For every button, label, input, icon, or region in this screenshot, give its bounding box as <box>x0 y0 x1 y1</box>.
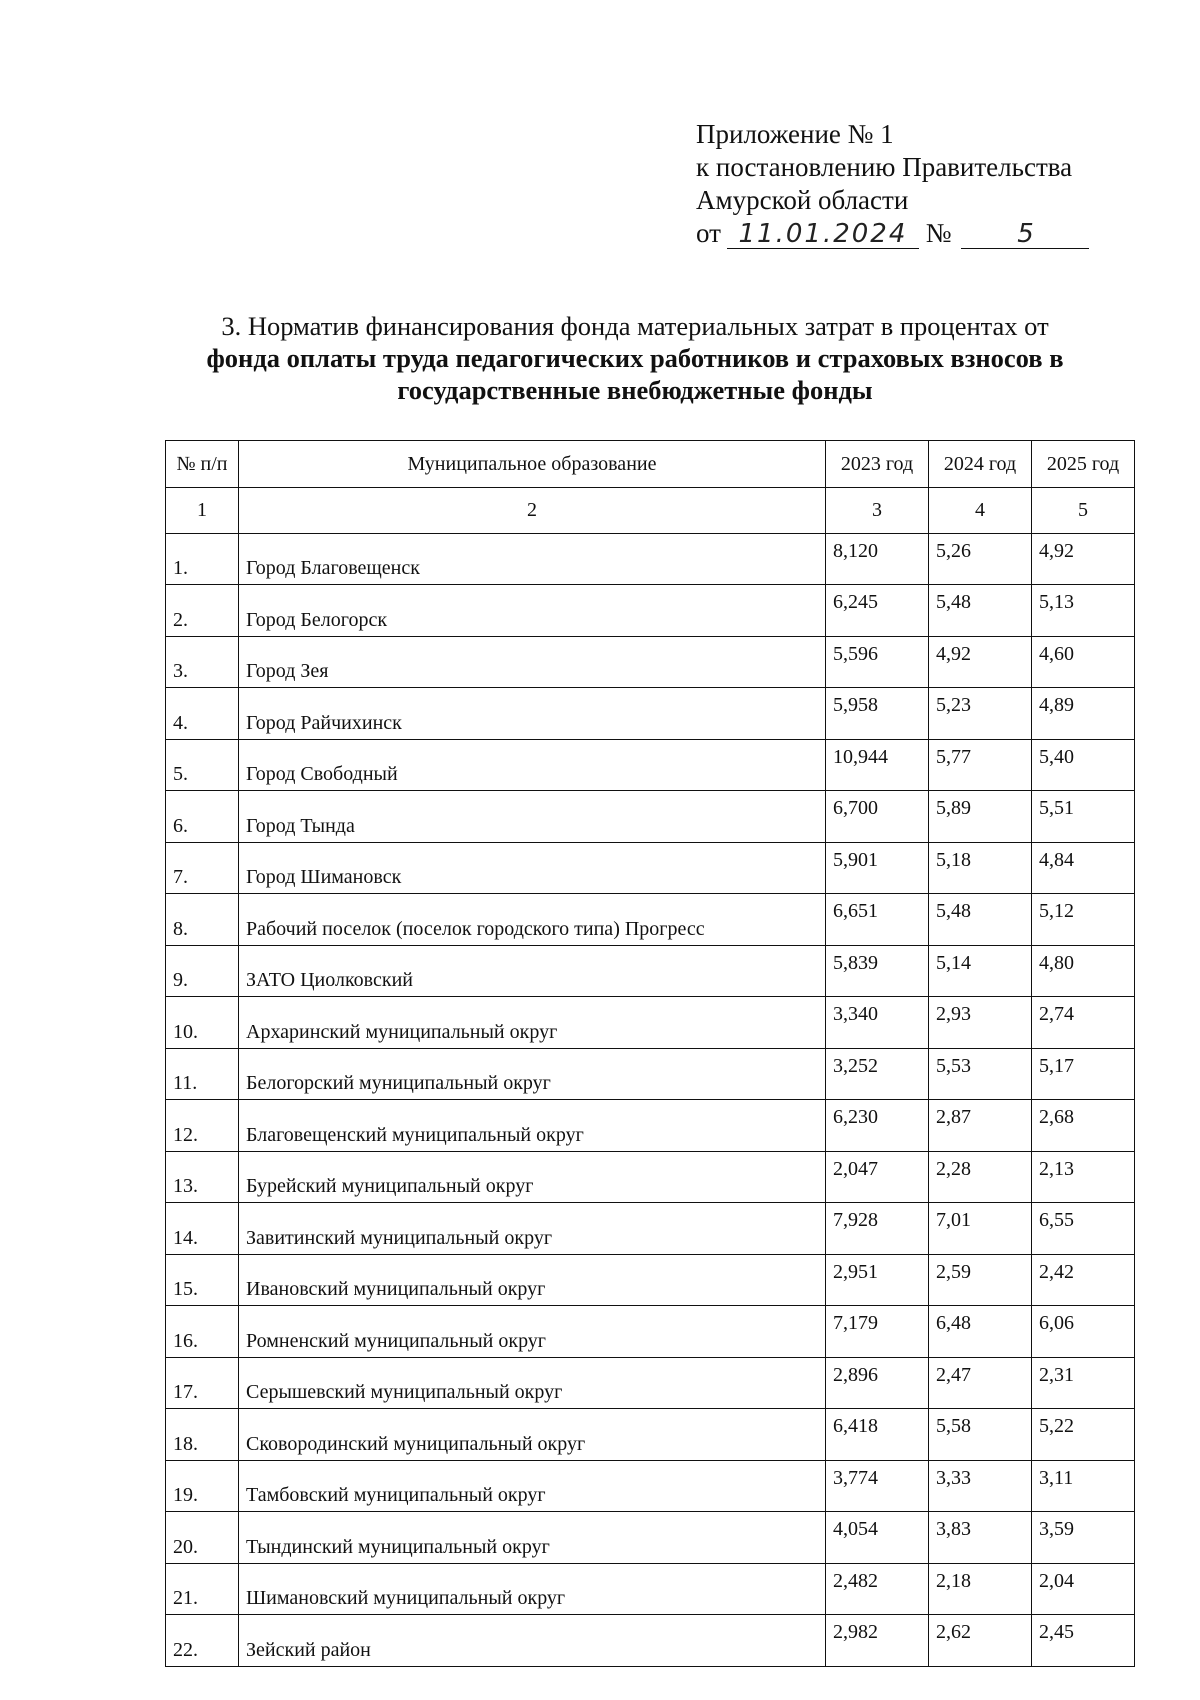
row-value-2025: 6,55 <box>1032 1203 1135 1255</box>
row-municipality: Ивановский муниципальный округ <box>239 1254 826 1306</box>
row-value-2023: 6,245 <box>826 585 929 637</box>
table-row <box>166 791 1135 843</box>
table-row <box>166 1048 1135 1100</box>
table-row <box>166 1357 1135 1409</box>
row-municipality: Рабочий поселок (поселок городского типа) Прогресс <box>239 894 826 946</box>
row-municipality: Завитинский муниципальный округ <box>239 1203 826 1255</box>
row-value-2024: 5,58 <box>929 1409 1032 1461</box>
row-index: 17. <box>166 1357 239 1409</box>
row-municipality: Город Тында <box>239 791 826 843</box>
row-value-2023: 2,482 <box>826 1563 929 1615</box>
row-value-2024: 2,47 <box>929 1357 1032 1409</box>
row-value-2024: 5,14 <box>929 945 1032 997</box>
title-line-3: государственные внебюджетные фонды <box>397 375 873 405</box>
row-municipality: Сковородинский муниципальный округ <box>239 1409 826 1461</box>
row-value-2023: 3,252 <box>826 1048 929 1100</box>
row-municipality: Шимановский муниципальный округ <box>239 1563 826 1615</box>
row-value-2025: 2,42 <box>1032 1254 1135 1306</box>
row-index: 1. <box>166 533 239 585</box>
row-municipality: Архаринский муниципальный округ <box>239 997 826 1049</box>
row-value-2024: 5,77 <box>929 739 1032 791</box>
row-value-2023: 7,928 <box>826 1203 929 1255</box>
row-index: 14. <box>166 1203 239 1255</box>
row-index: 21. <box>166 1563 239 1615</box>
row-value-2023: 3,774 <box>826 1460 929 1512</box>
row-value-2023: 6,651 <box>826 894 929 946</box>
row-index: 7. <box>166 842 239 894</box>
row-value-2025: 5,17 <box>1032 1048 1135 1100</box>
column-number: 3 <box>826 488 929 534</box>
row-value-2024: 3,33 <box>929 1460 1032 1512</box>
header-2023: 2023 год <box>826 441 929 488</box>
row-index: 9. <box>166 945 239 997</box>
row-value-2023: 2,951 <box>826 1254 929 1306</box>
header-2025: 2025 год <box>1032 441 1135 488</box>
table-row <box>166 997 1135 1049</box>
row-index: 5. <box>166 739 239 791</box>
row-value-2024: 2,62 <box>929 1615 1032 1667</box>
table-row <box>166 1563 1135 1615</box>
row-value-2025: 6,06 <box>1032 1306 1135 1358</box>
row-value-2025: 2,68 <box>1032 1100 1135 1152</box>
row-value-2025: 5,40 <box>1032 739 1135 791</box>
row-index: 13. <box>166 1151 239 1203</box>
row-value-2025: 5,22 <box>1032 1409 1135 1461</box>
section-title <box>160 310 1110 406</box>
table-row <box>166 945 1135 997</box>
row-value-2023: 5,901 <box>826 842 929 894</box>
table-body <box>166 533 1135 1666</box>
row-value-2025: 2,45 <box>1032 1615 1135 1667</box>
row-value-2024: 2,18 <box>929 1563 1032 1615</box>
row-municipality: Благовещенский муниципальный округ <box>239 1100 826 1152</box>
row-index: 15. <box>166 1254 239 1306</box>
table-row <box>166 1512 1135 1564</box>
row-municipality: Город Благовещенск <box>239 533 826 585</box>
row-value-2024: 2,93 <box>929 997 1032 1049</box>
number-prefix: № <box>925 218 952 248</box>
row-value-2023: 3,340 <box>826 997 929 1049</box>
row-municipality: Тамбовский муниципальный округ <box>239 1460 826 1512</box>
row-index: 20. <box>166 1512 239 1564</box>
row-index: 22. <box>166 1615 239 1667</box>
row-municipality: Серышевский муниципальный округ <box>239 1357 826 1409</box>
row-municipality: ЗАТО Циолковский <box>239 945 826 997</box>
table-row <box>166 1615 1135 1667</box>
row-value-2024: 5,23 <box>929 688 1032 740</box>
table-row <box>166 533 1135 585</box>
row-value-2024: 5,48 <box>929 585 1032 637</box>
row-value-2024: 2,87 <box>929 1100 1032 1152</box>
header-municipality: Муниципальное образование <box>239 441 826 488</box>
row-value-2023: 6,418 <box>826 1409 929 1461</box>
table-row <box>166 842 1135 894</box>
row-value-2025: 2,13 <box>1032 1151 1135 1203</box>
title-line-1: 3. Норматив финансирования фонда материальных затрат в процентах от <box>221 311 1049 341</box>
table-row <box>166 585 1135 637</box>
title-line-2: фонда оплаты труда педагогических работников и страховых взносов в <box>206 343 1064 373</box>
row-municipality: Белогорский муниципальный округ <box>239 1048 826 1100</box>
appendix-line-3: Амурской области <box>696 185 909 215</box>
row-value-2023: 5,596 <box>826 636 929 688</box>
row-value-2023: 5,958 <box>826 688 929 740</box>
appendix-line-2: к постановлению Правительства <box>696 152 1073 182</box>
table-row <box>166 1100 1135 1152</box>
row-value-2025: 4,92 <box>1032 533 1135 585</box>
table-row <box>166 1203 1135 1255</box>
row-index: 6. <box>166 791 239 843</box>
handwritten-date: 11.01.2024 <box>727 220 919 249</box>
row-value-2023: 2,982 <box>826 1615 929 1667</box>
row-value-2025: 4,89 <box>1032 688 1135 740</box>
row-value-2025: 5,13 <box>1032 585 1135 637</box>
row-value-2025: 2,31 <box>1032 1357 1135 1409</box>
row-value-2023: 7,179 <box>826 1306 929 1358</box>
row-index: 8. <box>166 894 239 946</box>
row-index: 4. <box>166 688 239 740</box>
column-number: 5 <box>1032 488 1135 534</box>
row-value-2024: 5,53 <box>929 1048 1032 1100</box>
table-row <box>166 1409 1135 1461</box>
row-value-2025: 2,04 <box>1032 1563 1135 1615</box>
row-value-2023: 6,230 <box>826 1100 929 1152</box>
row-value-2024: 5,48 <box>929 894 1032 946</box>
row-value-2024: 3,83 <box>929 1512 1032 1564</box>
table-row <box>166 1460 1135 1512</box>
row-value-2025: 2,74 <box>1032 997 1135 1049</box>
column-number: 1 <box>166 488 239 534</box>
row-value-2025: 5,12 <box>1032 894 1135 946</box>
row-index: 12. <box>166 1100 239 1152</box>
row-value-2025: 5,51 <box>1032 791 1135 843</box>
row-value-2024: 5,18 <box>929 842 1032 894</box>
table-row <box>166 1151 1135 1203</box>
table-row <box>166 1254 1135 1306</box>
header-index: № п/п <box>166 441 239 488</box>
table-row <box>166 636 1135 688</box>
row-index: 18. <box>166 1409 239 1461</box>
appendix-block <box>696 118 1089 250</box>
row-value-2023: 8,120 <box>826 533 929 585</box>
row-index: 11. <box>166 1048 239 1100</box>
appendix-line-1: Приложение № 1 <box>696 119 894 149</box>
column-number-row <box>166 488 1135 534</box>
row-value-2025: 4,84 <box>1032 842 1135 894</box>
handwritten-number: 5 <box>961 220 1089 249</box>
row-value-2025: 3,59 <box>1032 1512 1135 1564</box>
appendix-date-line <box>696 217 1089 250</box>
date-prefix: от <box>696 218 721 248</box>
row-value-2023: 5,839 <box>826 945 929 997</box>
column-number: 2 <box>239 488 826 534</box>
row-value-2024: 5,89 <box>929 791 1032 843</box>
row-value-2023: 2,896 <box>826 1357 929 1409</box>
row-municipality: Бурейский муниципальный округ <box>239 1151 826 1203</box>
row-value-2023: 2,047 <box>826 1151 929 1203</box>
row-municipality: Город Свободный <box>239 739 826 791</box>
row-value-2025: 4,80 <box>1032 945 1135 997</box>
row-index: 2. <box>166 585 239 637</box>
row-municipality: Тындинский муниципальный округ <box>239 1512 826 1564</box>
table-header-row <box>166 441 1135 488</box>
row-value-2025: 4,60 <box>1032 636 1135 688</box>
table-row <box>166 739 1135 791</box>
row-value-2024: 4,92 <box>929 636 1032 688</box>
row-municipality: Город Райчихинск <box>239 688 826 740</box>
row-value-2024: 6,48 <box>929 1306 1032 1358</box>
row-index: 3. <box>166 636 239 688</box>
column-number: 4 <box>929 488 1032 534</box>
row-municipality: Город Шимановск <box>239 842 826 894</box>
row-index: 10. <box>166 997 239 1049</box>
header-2024: 2024 год <box>929 441 1032 488</box>
row-index: 19. <box>166 1460 239 1512</box>
row-value-2024: 2,28 <box>929 1151 1032 1203</box>
row-value-2023: 10,944 <box>826 739 929 791</box>
row-value-2025: 3,11 <box>1032 1460 1135 1512</box>
row-value-2023: 6,700 <box>826 791 929 843</box>
row-value-2024: 7,01 <box>929 1203 1032 1255</box>
row-value-2023: 4,054 <box>826 1512 929 1564</box>
table-row <box>166 894 1135 946</box>
table-row <box>166 688 1135 740</box>
row-municipality: Ромненский муниципальный округ <box>239 1306 826 1358</box>
row-municipality: Город Зея <box>239 636 826 688</box>
row-municipality: Зейский район <box>239 1615 826 1667</box>
financing-table <box>165 440 1135 1667</box>
row-value-2024: 5,26 <box>929 533 1032 585</box>
row-index: 16. <box>166 1306 239 1358</box>
row-municipality: Город Белогорск <box>239 585 826 637</box>
row-value-2024: 2,59 <box>929 1254 1032 1306</box>
table-row <box>166 1306 1135 1358</box>
